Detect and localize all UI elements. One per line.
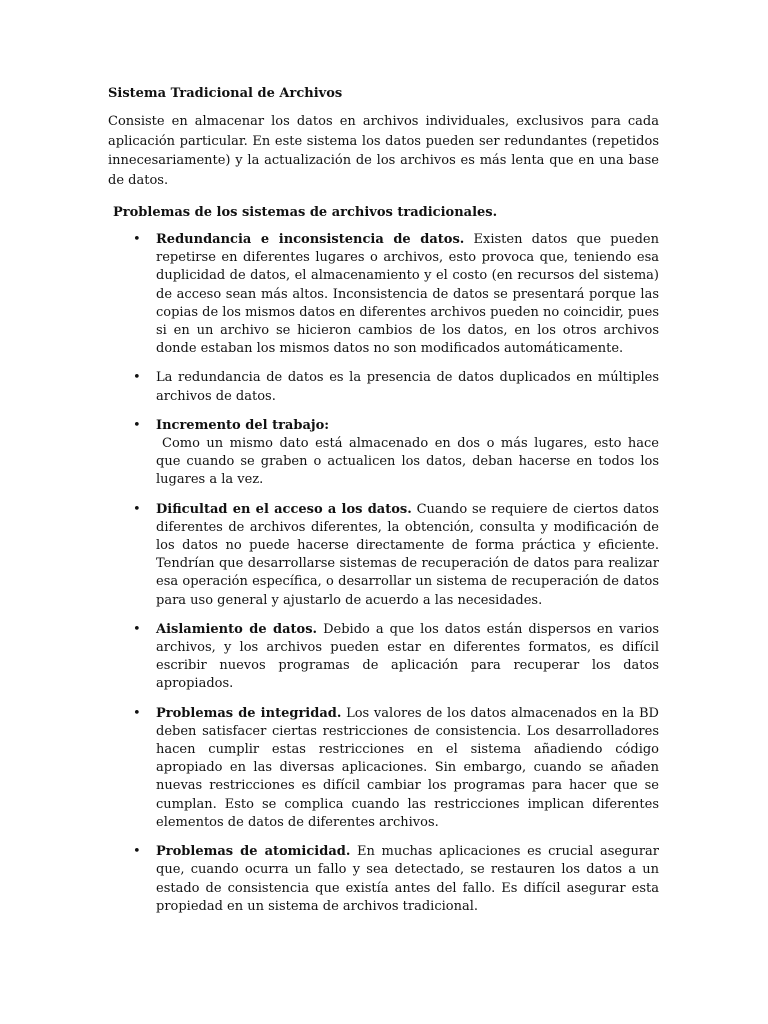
list-item: [108, 369, 659, 405]
list-item: [108, 843, 659, 916]
item-text: Como un mismo dato está almacenado en dos o más lugares, esto hace que cuando se graben o actualicen los datos, deban hacerse en todos los lugares a la vez.: [156, 436, 659, 488]
bullet-icon: •: [133, 370, 141, 386]
bullet-icon: •: [133, 621, 141, 637]
list-item: [108, 501, 659, 610]
list-item: [108, 231, 659, 358]
bullet-icon: •: [133, 232, 141, 247]
item-heading: Incremento del trabajo:: [156, 417, 330, 433]
item-heading: Dificultad en el acceso a los datos.: [156, 501, 412, 517]
document-page: [108, 84, 659, 927]
problems-list: [108, 231, 659, 916]
list-item: [108, 417, 659, 490]
item-text: Los valores de los datos almacenados en la BD deben satisfacer ciertas restricciones de consistencia. Los desarrolladores hacen cumplir estas restricciones en el sistema añadiendo código apropiado en las diversas aplicaciones. Sin embargo, cuando se añaden nuevas restricciones es difícil cambiar los programas para hacer que se cumplan. Esto se complica cuando las restricciones implican diferentes elementos de datos de diferentes archivos.: [156, 705, 659, 830]
item-text: En muchas aplicaciones es crucial asegurar que, cuando ocurra un fallo y sea detectado, se restauren los datos a un estado de consistencia que existía antes del fallo. Es difícil asegurar esta propiedad en un sistema de archivos tradicional.: [156, 844, 660, 914]
list-item: [108, 705, 659, 832]
item-text: Cuando se requiere de ciertos datos diferentes de archivos diferentes, la obtención, consulta y modificación de los datos no puede hacerse directamente de forma práctica y eficiente. Tendrían que desarrollarse sistemas de recuperación de datos para realizar esa operación específica, o desarrollar un sistema de recuperación de datos para uso general y ajustarlo de acuerdo a las necesidades.: [156, 501, 659, 608]
bullet-icon: •: [133, 844, 141, 860]
item-text: La redundancia de datos es la presencia de datos duplicados en múltiples archivos de datos.: [156, 370, 659, 404]
list-item: [108, 621, 659, 694]
intro-paragraph: Consiste en almacenar los datos en archivos individuales, exclusivos para cada aplicación particular. En este sistema los datos pueden ser redundantes (repetidos innecesariamente) y la actualización de los archivos es más lenta que en una base de datos.: [108, 114, 659, 188]
section-subtitle: Problemas de los sistemas de archivos tradicionales.: [113, 205, 498, 220]
bullet-icon: •: [133, 501, 141, 517]
item-heading: Redundancia e inconsistencia de datos.: [156, 232, 465, 247]
bullet-icon: •: [133, 417, 141, 433]
item-text: Debido a que los datos están dispersos en varios archivos, y los archivos pueden estar en diferentes formatos, es difícil escribir nuevos programas de aplicación para recuperar los datos apropiados.: [156, 621, 659, 692]
bullet-icon: •: [133, 705, 141, 721]
item-heading: Problemas de integridad.: [156, 705, 342, 721]
item-heading: Problemas de atomicidad.: [156, 844, 351, 860]
item-text: Existen datos que pueden repetirse en diferentes lugares o archivos, esto provoca que, teniendo esa duplicidad de datos, el almacenamiento y el costo (en recursos del sistema) de acceso sean más altos. Inconsistencia de datos se presentará porque las copias de los mismos datos en diferentes archivos pueden no coincidir, pues si en un archivo se hicieron cambios de los datos, en los otros archivos donde estaban los mismos datos no son modificados automáticamente.: [156, 232, 659, 357]
item-heading: Aislamiento de datos.: [156, 621, 318, 637]
document-title: Sistema Tradicional de Archivos: [108, 86, 343, 101]
